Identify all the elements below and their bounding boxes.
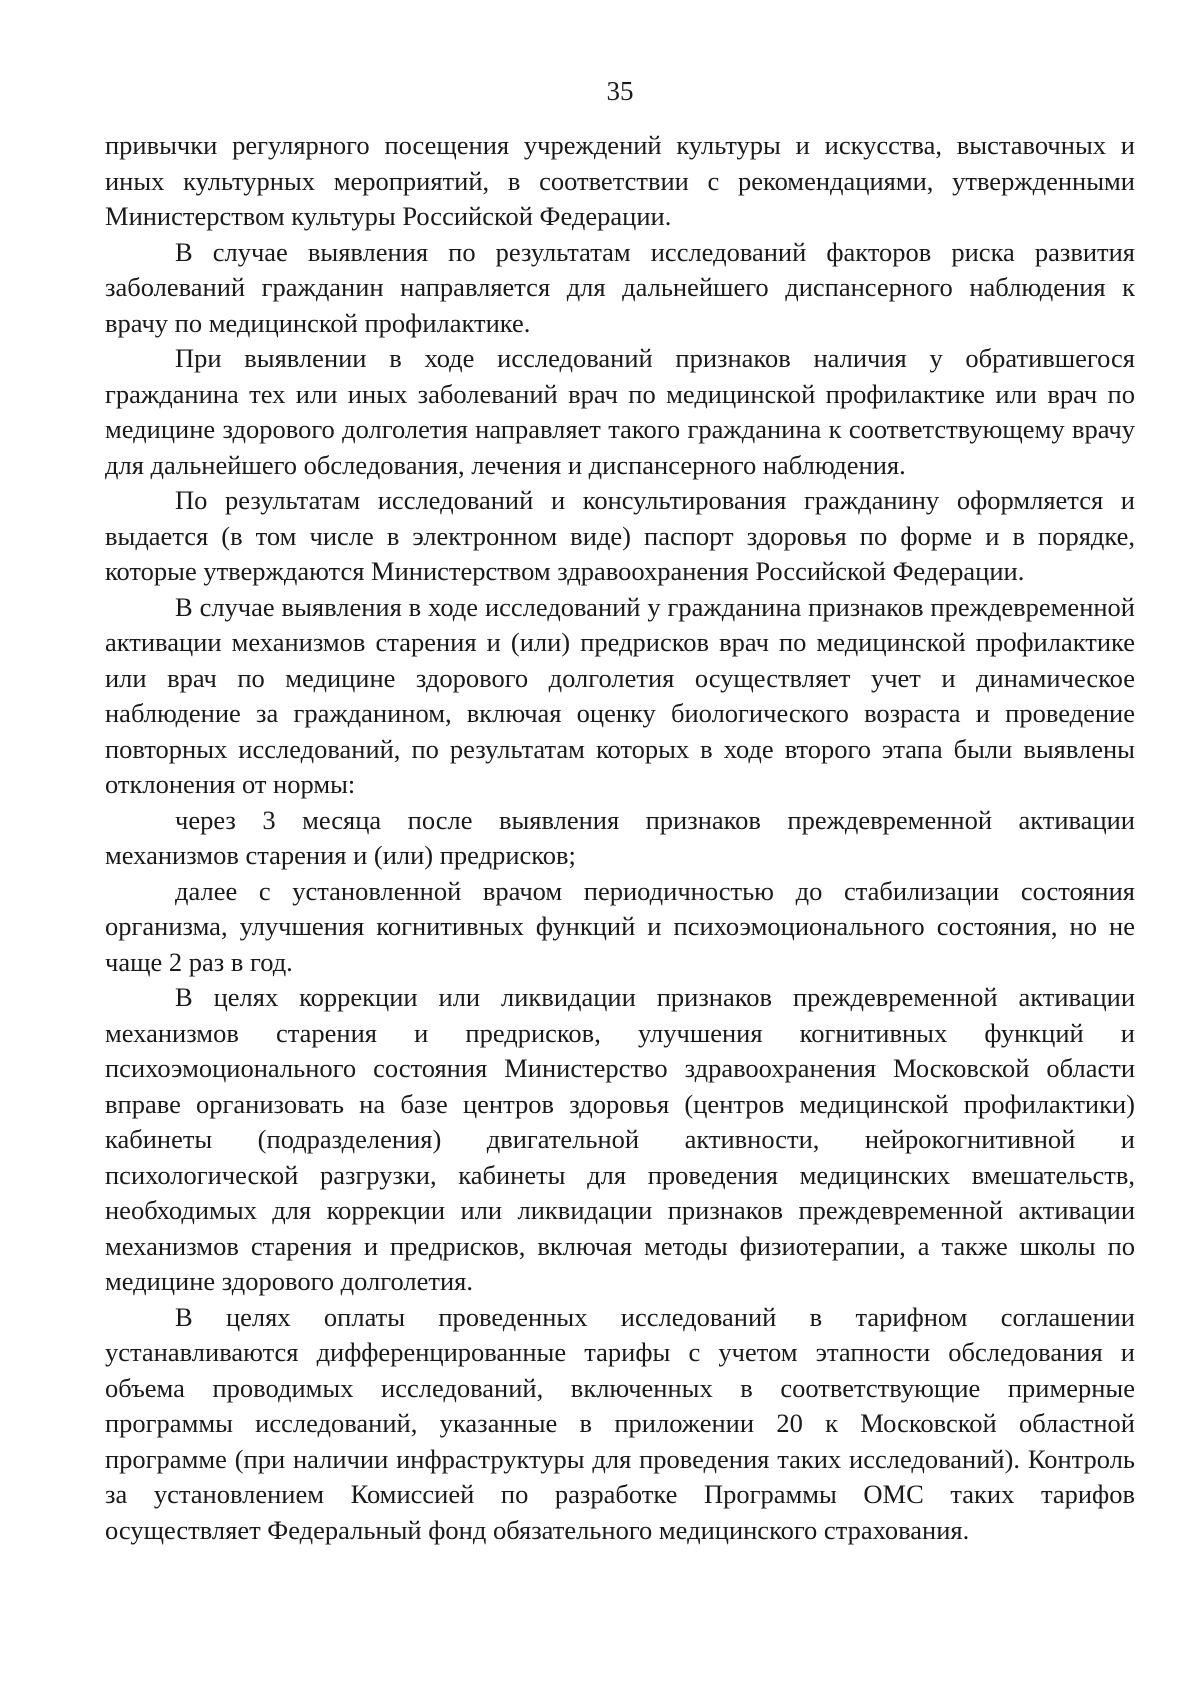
paragraph-8: В целях коррекции или ликвидации признаков преждевременной активации механизмов старения и предрисков, улучшения когнитивных функций и психоэмоционального состояния Министерство здравоохранения Московской области вправе организовать на базе центров здоровья (центров медицинской профилактики) кабинеты (подразделения) двигательной активности, нейрокогнитивной и психологической разгрузки, кабинеты для проведения медицинских вмешательств, необходимых для коррекции или ликвидации признаков преждевременной активации механизмов старения и предрисков, включая методы физиотерапии, а также школы по медицине здорового долголетия.	[105, 982, 1135, 1296]
paragraph-9: В целях оплаты проведенных исследований в тарифном соглашении устанавливаются дифференцированные тарифы с учетом этапности обследования и объема проводимых исследований, включенных в соответствующие примерные программы исследований, указанные в приложении 20 к Московской областной программе (при наличии инфраструктуры для проведения таких исследований). Контроль за установлением Комиссией по разработке Программы ОМС таких тарифов осуществляет Федеральный фонд обязательного медицинского страхования.	[105, 1301, 1135, 1545]
paragraph-6: через 3 месяца после выявления признаков преждевременной активации механизмов старения и (или) предрисков;	[105, 804, 1135, 870]
document-body	[105, 128, 1135, 1548]
paragraph-3: При выявлении в ходе исследований признаков наличия у обратившегося гражданина тех или иных заболеваний врач по медицинской профилактике или врач по медицине здорового долголетия направляет такого гражданина к соответствующему врачу для дальнейшего обследования, лечения и диспансерного наблюдения.	[105, 343, 1135, 480]
paragraph-2: В случае выявления по результатам исследований факторов риска развития заболеваний гражданин направляется для дальнейшего диспансерного наблюдения к врачу по медицинской профилактике.	[105, 236, 1135, 338]
paragraph-7: далее с установленной врачом периодичностью до стабилизации состояния организма, улучшения когнитивных функций и психоэмоционального состояния, но не чаще 2 раз в год.	[105, 875, 1135, 977]
paragraph-1: привычки регулярного посещения учреждений культуры и искусства, выставочных и иных культурных мероприятий, в соответствии с рекомендациями, утвержденными Министерством культуры Российской Федерации.	[105, 130, 1135, 231]
paragraph-4: По результатам исследований и консультирования гражданину оформляется и выдается (в том числе в электронном виде) паспорт здоровья по форме и в порядке, которые утверждаются Министерством здравоохранения Российской Федерации.	[105, 485, 1135, 586]
paragraph-5: В случае выявления в ходе исследований у гражданина признаков преждевременной активации механизмов старения и (или) предрисков врач по медицинской профилактике или врач по медицине здорового долголетия осуществляет учет и динамическое наблюдение за гражданином, включая оценку биологического возраста и проведение повторных исследований, по результатам которых в ходе второго этапа были выявлены отклонения от нормы:	[105, 591, 1135, 799]
page-number: 35	[606, 76, 634, 106]
